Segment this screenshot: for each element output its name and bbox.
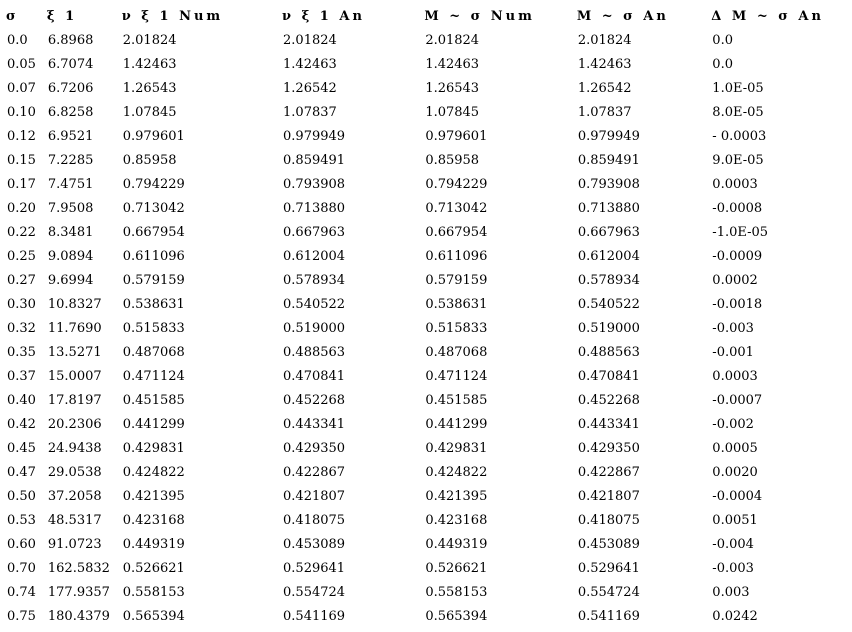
table-cell: 15.0007 bbox=[47, 368, 102, 384]
table-cell: 0.667954 bbox=[425, 224, 488, 240]
table-cell: 0.519000 bbox=[283, 320, 346, 336]
table-cell: 0.611096 bbox=[425, 248, 488, 264]
table-cell: 6.7206 bbox=[47, 80, 94, 96]
table-cell: 11.7690 bbox=[47, 320, 102, 336]
table-cell: 0.10 bbox=[7, 104, 36, 120]
table-cell: 0.0 bbox=[712, 32, 733, 48]
table-cell: 0.713042 bbox=[425, 200, 488, 216]
table-row bbox=[4, 244, 852, 268]
table-cell: 0.0242 bbox=[712, 608, 758, 624]
table-cell: 24.9438 bbox=[47, 440, 102, 456]
table-cell: 0.558153 bbox=[425, 584, 488, 600]
table-cell: -0.001 bbox=[712, 344, 754, 360]
table-cell: 48.5317 bbox=[47, 512, 102, 528]
table-cell: 9.6994 bbox=[47, 272, 94, 288]
table-cell: 0.470841 bbox=[283, 368, 346, 384]
table-cell: 0.529641 bbox=[283, 560, 346, 576]
table-cell: -0.0004 bbox=[712, 488, 763, 504]
table-cell: 1.07837 bbox=[283, 104, 337, 120]
column-header: σ bbox=[6, 8, 19, 24]
table-cell: 7.9508 bbox=[47, 200, 94, 216]
table-cell: 0.526621 bbox=[122, 560, 185, 576]
table-cell: -0.004 bbox=[712, 536, 754, 552]
table-cell: 0.554724 bbox=[577, 584, 640, 600]
table-cell: 0.441299 bbox=[425, 416, 488, 432]
table-cell: 0.424822 bbox=[122, 464, 185, 480]
table-cell: 0.451585 bbox=[122, 392, 185, 408]
table-cell: 0.418075 bbox=[577, 512, 640, 528]
table-cell: 0.0 bbox=[7, 32, 28, 48]
table-cell: 180.4379 bbox=[47, 608, 110, 624]
table-row bbox=[4, 604, 852, 628]
table-cell: 0.453089 bbox=[283, 536, 346, 552]
table-cell: 0.540522 bbox=[577, 296, 640, 312]
table-cell: 0.979949 bbox=[577, 128, 640, 144]
table-body bbox=[4, 28, 852, 628]
table-cell: 0.529641 bbox=[577, 560, 640, 576]
table-cell: -0.003 bbox=[712, 560, 754, 576]
table-cell: 0.541169 bbox=[577, 608, 640, 624]
table-cell: 0.579159 bbox=[122, 272, 185, 288]
table-row bbox=[4, 364, 852, 388]
table-cell: 0.471124 bbox=[122, 368, 185, 384]
table-cell: 0.558153 bbox=[122, 584, 185, 600]
table-cell: 0.979601 bbox=[425, 128, 488, 144]
table-cell: 0.429831 bbox=[122, 440, 185, 456]
table-cell: 0.579159 bbox=[425, 272, 488, 288]
table-cell: 0.443341 bbox=[283, 416, 346, 432]
table-row bbox=[4, 28, 852, 52]
table-cell: 0.538631 bbox=[425, 296, 488, 312]
table-row bbox=[4, 484, 852, 508]
table-cell: 0.421807 bbox=[577, 488, 640, 504]
table-cell: 0.0 bbox=[712, 56, 733, 72]
table-cell: 0.451585 bbox=[425, 392, 488, 408]
column-header: ν ξ 1 An bbox=[282, 8, 365, 24]
table-cell: 0.713042 bbox=[122, 200, 185, 216]
table-row bbox=[4, 388, 852, 412]
column-header: M ~ σ Num bbox=[424, 8, 535, 24]
table-cell: 0.487068 bbox=[425, 344, 488, 360]
table-cell: 0.20 bbox=[7, 200, 36, 216]
table-cell: 8.0E-05 bbox=[712, 104, 764, 120]
table-row bbox=[4, 148, 852, 172]
column-header: Δ M ~ σ An bbox=[711, 8, 824, 24]
table-cell: 1.26542 bbox=[283, 80, 337, 96]
table-cell: -0.002 bbox=[712, 416, 754, 432]
table-cell: 6.8258 bbox=[47, 104, 94, 120]
table-cell: 0.441299 bbox=[122, 416, 185, 432]
table-cell: 10.8327 bbox=[47, 296, 102, 312]
table-cell: 0.421395 bbox=[122, 488, 185, 504]
table-cell: 0.538631 bbox=[122, 296, 185, 312]
table-cell: 0.565394 bbox=[122, 608, 185, 624]
table-cell: 0.42 bbox=[7, 416, 36, 432]
table-cell: 0.0002 bbox=[712, 272, 758, 288]
table-cell: 1.26543 bbox=[425, 80, 480, 96]
table-cell: 1.42463 bbox=[425, 56, 480, 72]
table-cell: 0.47 bbox=[7, 464, 36, 480]
table-cell: 0.794229 bbox=[122, 176, 185, 192]
table-row bbox=[4, 124, 852, 148]
table-row bbox=[4, 508, 852, 532]
column-header: M ~ σ An bbox=[576, 8, 669, 24]
table-row bbox=[4, 292, 852, 316]
table-cell: 6.9521 bbox=[47, 128, 94, 144]
table-cell: 0.40 bbox=[7, 392, 36, 408]
table-cell: 0.713880 bbox=[577, 200, 640, 216]
table-cell: 0.35 bbox=[7, 344, 36, 360]
table-cell: 0.449319 bbox=[122, 536, 185, 552]
table-cell: 0.794229 bbox=[425, 176, 488, 192]
table-cell: 0.565394 bbox=[425, 608, 488, 624]
table-cell: 0.519000 bbox=[577, 320, 640, 336]
table-cell: 0.859491 bbox=[283, 152, 346, 168]
table-cell: 0.418075 bbox=[283, 512, 346, 528]
table-cell: 1.07837 bbox=[577, 104, 632, 120]
table-row bbox=[4, 76, 852, 100]
table-cell: 177.9357 bbox=[47, 584, 110, 600]
table-cell: 0.526621 bbox=[425, 560, 488, 576]
table-cell: 2.01824 bbox=[283, 32, 337, 48]
table-cell: 0.53 bbox=[7, 512, 36, 528]
table-cell: 1.26542 bbox=[577, 80, 632, 96]
table-cell: 0.488563 bbox=[283, 344, 346, 360]
table-cell: -0.003 bbox=[712, 320, 754, 336]
table-cell: 0.612004 bbox=[577, 248, 640, 264]
table-row bbox=[4, 100, 852, 124]
table-cell: 13.5271 bbox=[47, 344, 102, 360]
table-cell: 0.793908 bbox=[283, 176, 346, 192]
table-row bbox=[4, 268, 852, 292]
table-row bbox=[4, 316, 852, 340]
table-cell: 0.421395 bbox=[425, 488, 488, 504]
table-cell: 0.423168 bbox=[425, 512, 488, 528]
table-cell: 0.578934 bbox=[283, 272, 346, 288]
table-cell: 1.07845 bbox=[122, 104, 177, 120]
table-cell: 0.470841 bbox=[577, 368, 640, 384]
table-cell: 0.85958 bbox=[425, 152, 480, 168]
table-cell: 0.667954 bbox=[122, 224, 185, 240]
table-row bbox=[4, 412, 852, 436]
table-cell: 29.0538 bbox=[47, 464, 102, 480]
table-cell: 0.421807 bbox=[283, 488, 346, 504]
table-row bbox=[4, 52, 852, 76]
table-cell: 0.667963 bbox=[577, 224, 640, 240]
table-cell: 0.443341 bbox=[577, 416, 640, 432]
table-cell: 7.2285 bbox=[47, 152, 94, 168]
table-cell: 0.859491 bbox=[577, 152, 640, 168]
table-cell: 0.429350 bbox=[283, 440, 346, 456]
table-cell: 0.32 bbox=[7, 320, 36, 336]
table-cell: 0.540522 bbox=[283, 296, 346, 312]
table-cell: 0.17 bbox=[7, 176, 36, 192]
table-cell: 0.0051 bbox=[712, 512, 758, 528]
table-cell: 0.793908 bbox=[577, 176, 640, 192]
table-cell: 0.75 bbox=[7, 608, 36, 624]
table-cell: -0.0008 bbox=[712, 200, 763, 216]
table-cell: 9.0E-05 bbox=[712, 152, 764, 168]
table-cell: 2.01824 bbox=[425, 32, 480, 48]
table-cell: 0.60 bbox=[7, 536, 36, 552]
table-cell: 0.74 bbox=[7, 584, 36, 600]
table-cell: 0.554724 bbox=[283, 584, 346, 600]
table-cell: 0.612004 bbox=[283, 248, 346, 264]
table-row bbox=[4, 460, 852, 484]
table-cell: 2.01824 bbox=[122, 32, 177, 48]
table-cell: 0.07 bbox=[7, 80, 36, 96]
data-table bbox=[4, 4, 852, 628]
table-cell: 1.42463 bbox=[283, 56, 337, 72]
table-cell: 1.42463 bbox=[577, 56, 632, 72]
table-cell: 0.488563 bbox=[577, 344, 640, 360]
table-cell: 20.2306 bbox=[47, 416, 102, 432]
table-row bbox=[4, 340, 852, 364]
table-cell: 0.85958 bbox=[122, 152, 177, 168]
table-row bbox=[4, 220, 852, 244]
table-cell: 162.5832 bbox=[47, 560, 110, 576]
table-cell: 0.05 bbox=[7, 56, 36, 72]
table-cell: 9.0894 bbox=[47, 248, 94, 264]
table-cell: 0.422867 bbox=[577, 464, 640, 480]
table-cell: 1.26543 bbox=[122, 80, 177, 96]
table-cell: 0.515833 bbox=[122, 320, 185, 336]
table-cell: 2.01824 bbox=[577, 32, 632, 48]
table-cell: 0.429350 bbox=[577, 440, 640, 456]
table-cell: 0.515833 bbox=[425, 320, 488, 336]
table-row bbox=[4, 532, 852, 556]
table-cell: 0.979601 bbox=[122, 128, 185, 144]
table-cell: 0.429831 bbox=[425, 440, 488, 456]
table-cell: 0.70 bbox=[7, 560, 36, 576]
table-cell: 0.487068 bbox=[122, 344, 185, 360]
table-cell: 0.50 bbox=[7, 488, 36, 504]
column-header: ν ξ 1 Num bbox=[121, 8, 224, 24]
table-cell: 0.979949 bbox=[283, 128, 346, 144]
table-cell: 0.611096 bbox=[122, 248, 185, 264]
table-row bbox=[4, 172, 852, 196]
table-row bbox=[4, 580, 852, 604]
table-cell: 0.471124 bbox=[425, 368, 488, 384]
table-cell: 0.37 bbox=[7, 368, 36, 384]
table-cell: 1.07845 bbox=[425, 104, 480, 120]
table-cell: 1.42463 bbox=[122, 56, 177, 72]
table-cell: 0.0003 bbox=[712, 368, 758, 384]
table-cell: 37.2058 bbox=[47, 488, 102, 504]
table-row bbox=[4, 436, 852, 460]
table-cell: 1.0E-05 bbox=[712, 80, 764, 96]
table-cell: 8.3481 bbox=[47, 224, 94, 240]
table-row bbox=[4, 556, 852, 580]
table-cell: 0.15 bbox=[7, 152, 36, 168]
table-row bbox=[4, 196, 852, 220]
table-cell: -0.0009 bbox=[712, 248, 763, 264]
table-cell: 0.0020 bbox=[712, 464, 758, 480]
table-cell: - 0.0003 bbox=[712, 128, 767, 144]
header-row bbox=[4, 4, 852, 28]
table-cell: 0.0005 bbox=[712, 440, 758, 456]
table-cell: 0.0003 bbox=[712, 176, 758, 192]
table-cell: 0.30 bbox=[7, 296, 36, 312]
table-cell: 0.578934 bbox=[577, 272, 640, 288]
table-cell: 6.7074 bbox=[47, 56, 94, 72]
table-cell: 0.452268 bbox=[283, 392, 346, 408]
table-cell: -0.0007 bbox=[712, 392, 763, 408]
table-cell: 0.452268 bbox=[577, 392, 640, 408]
table-cell: 0.422867 bbox=[283, 464, 346, 480]
table-cell: 0.541169 bbox=[283, 608, 346, 624]
table-cell: 0.453089 bbox=[577, 536, 640, 552]
table-cell: 0.713880 bbox=[283, 200, 346, 216]
table-cell: 17.8197 bbox=[47, 392, 102, 408]
table-cell: 91.0723 bbox=[47, 536, 102, 552]
table-cell: 0.423168 bbox=[122, 512, 185, 528]
table-cell: 0.667963 bbox=[283, 224, 346, 240]
table-cell: 0.424822 bbox=[425, 464, 488, 480]
table-cell: 0.22 bbox=[7, 224, 36, 240]
table-cell: -0.0018 bbox=[712, 296, 763, 312]
table-cell: 7.4751 bbox=[47, 176, 94, 192]
table-cell: 0.25 bbox=[7, 248, 36, 264]
table-cell: 0.003 bbox=[712, 584, 750, 600]
table-cell: 6.8968 bbox=[47, 32, 94, 48]
table-cell: 0.12 bbox=[7, 128, 36, 144]
table-cell: 0.449319 bbox=[425, 536, 488, 552]
table-cell: 0.45 bbox=[7, 440, 36, 456]
table-cell: 0.27 bbox=[7, 272, 36, 288]
table-cell: -1.0E-05 bbox=[712, 224, 769, 240]
column-header: ξ 1 bbox=[46, 8, 78, 24]
